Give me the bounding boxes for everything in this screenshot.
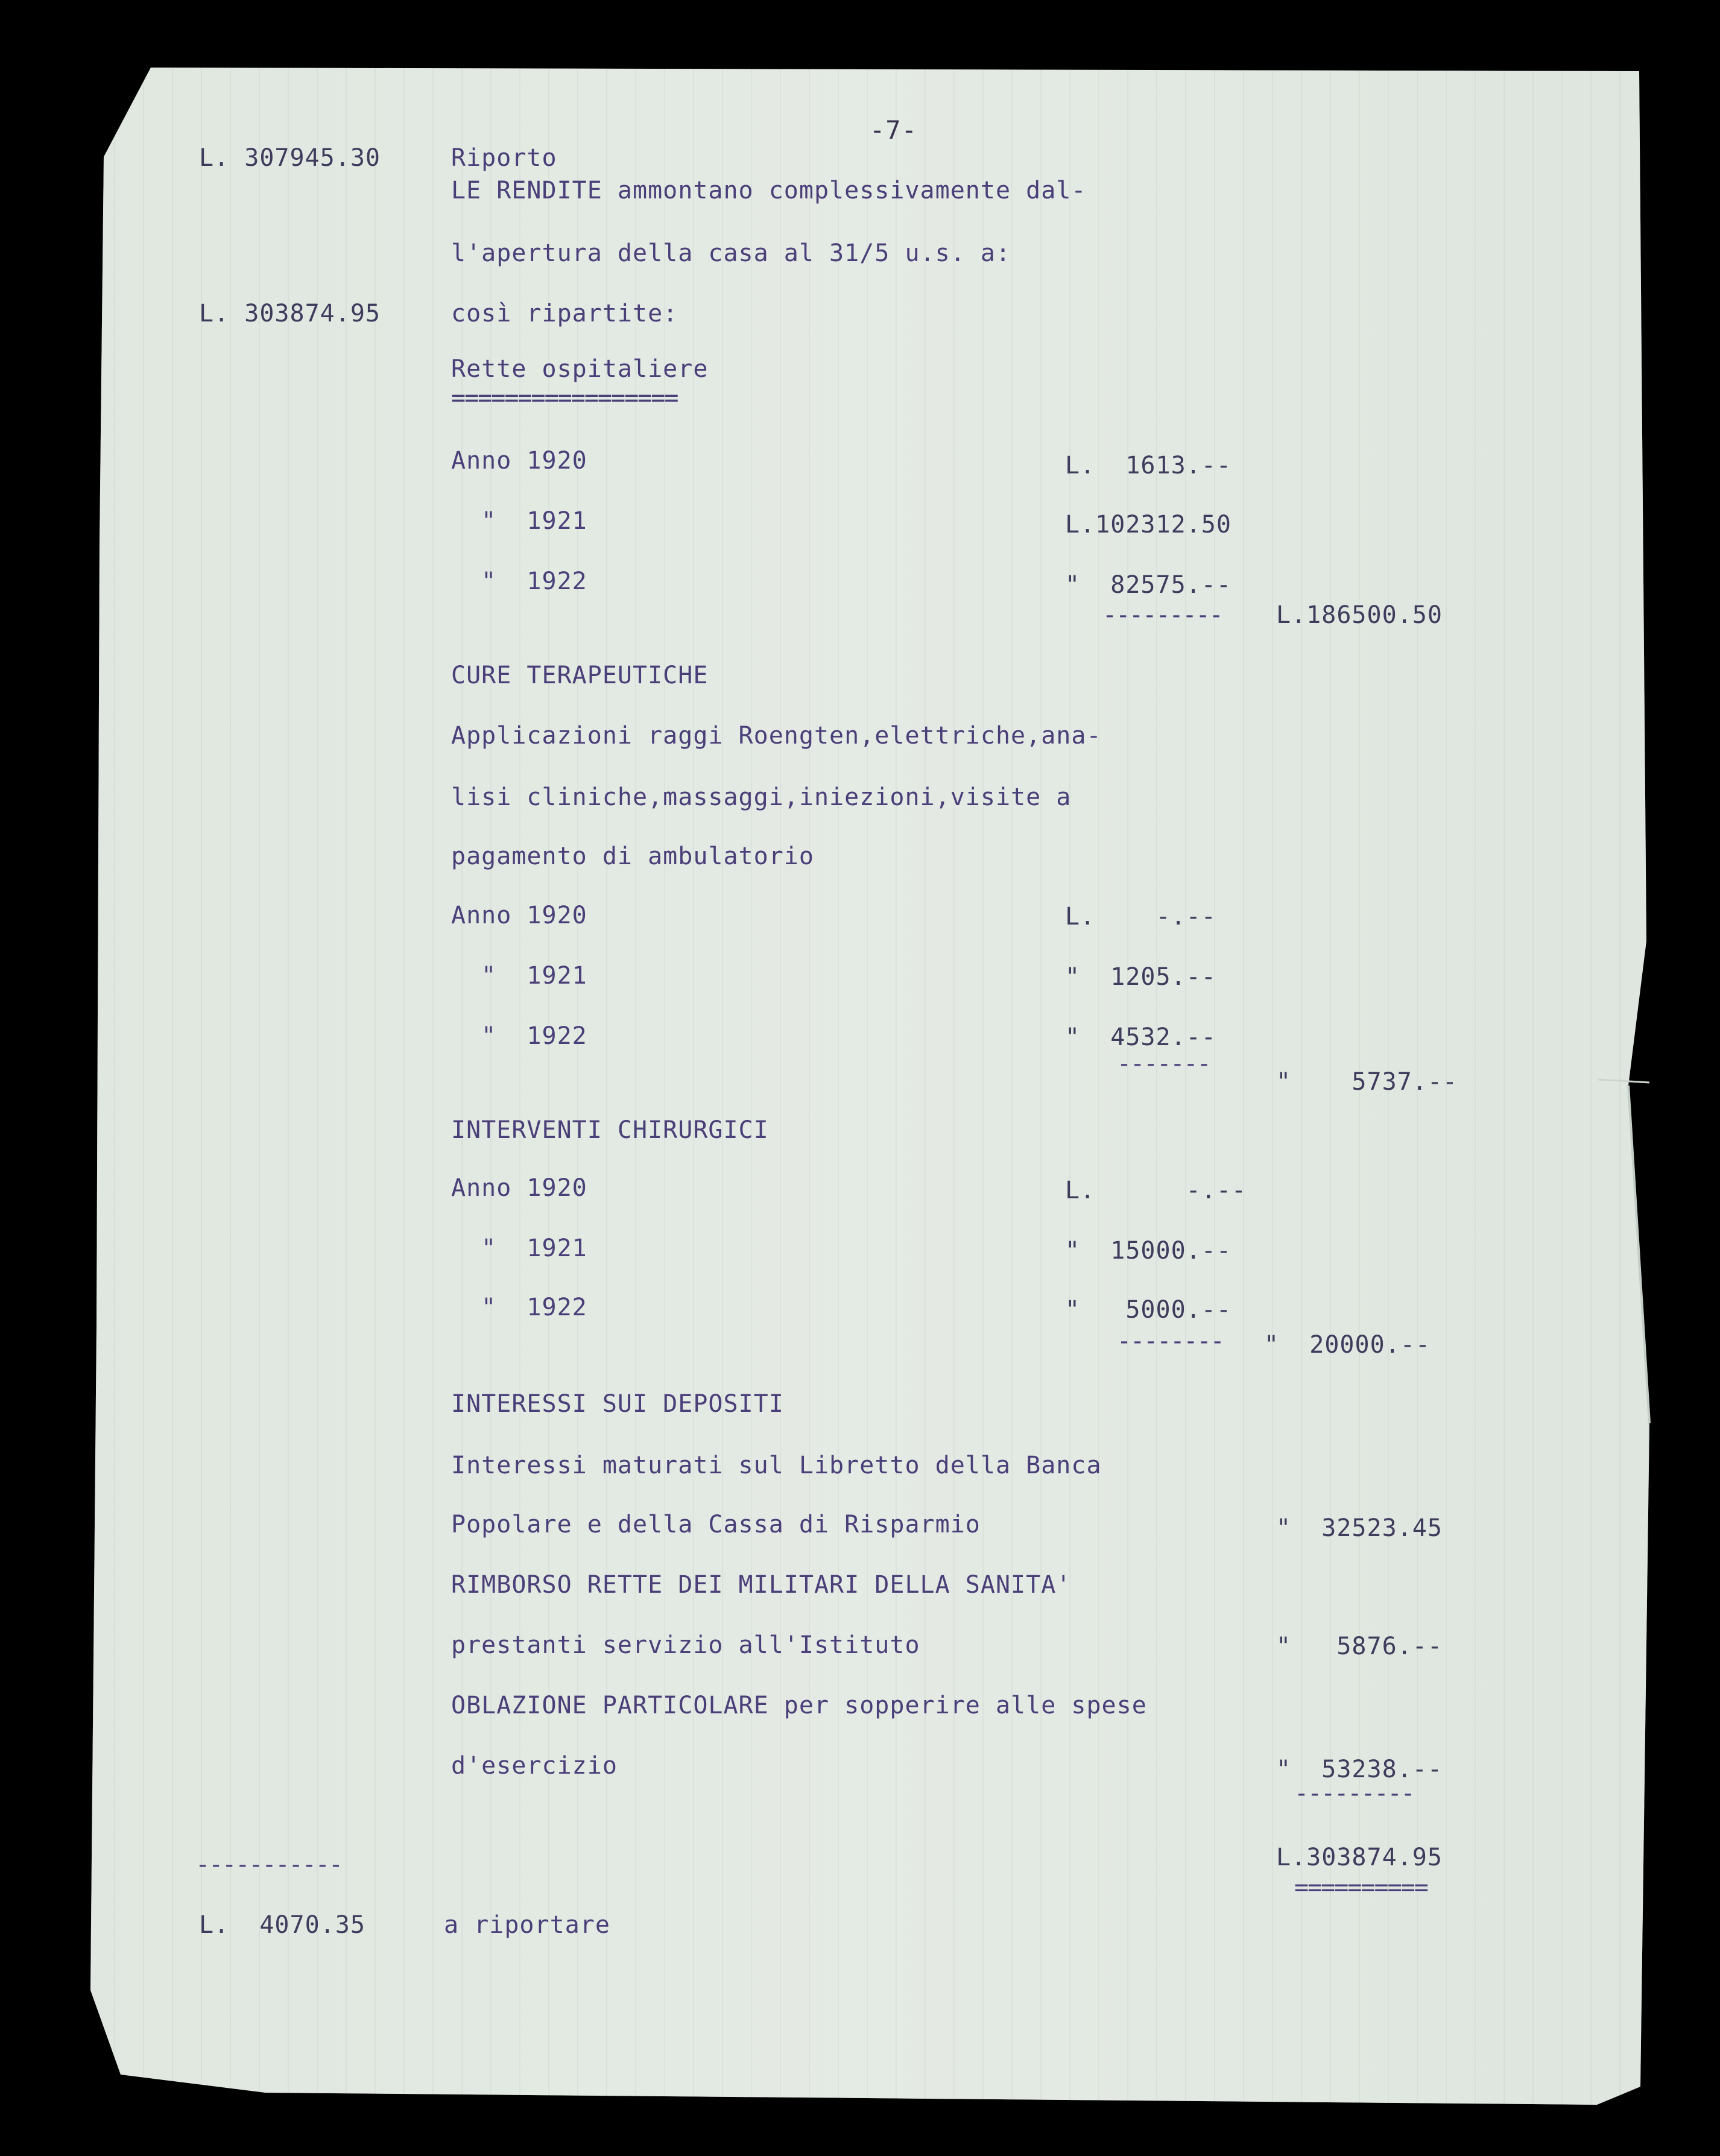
section-rette-title: Rette ospitaliere xyxy=(451,355,709,383)
left-total-rule: ----------- xyxy=(195,1851,342,1879)
grand-total: L.303874.95 xyxy=(1276,1844,1443,1871)
carried-in-amount: L. 307945.30 xyxy=(199,144,381,172)
grand-total-underline: ========== xyxy=(1294,1874,1428,1902)
rette-row-amount: " 82575.-- xyxy=(1065,571,1232,599)
interventi-row-year: Anno 1920 xyxy=(451,1174,587,1202)
cure-desc-3: pagamento di ambulatorio xyxy=(451,842,814,870)
interventi-row-amount: " 15000.-- xyxy=(1065,1237,1232,1265)
interessi-amount: " 32523.45 xyxy=(1276,1514,1443,1542)
section-rette-underline: ================= xyxy=(451,384,678,412)
rette-row-year: " 1921 xyxy=(451,507,587,535)
oblazione-amount: " 53238.-- xyxy=(1276,1756,1443,1783)
cure-total: " 5737.-- xyxy=(1276,1068,1458,1096)
interventi-row-year: " 1921 xyxy=(451,1234,587,1262)
oblazione-desc: d'esercizio xyxy=(451,1752,618,1780)
rimborso-amount: " 5876.-- xyxy=(1276,1633,1443,1660)
header-line-1: LE RENDITE ammontano complessivamente dal- xyxy=(451,177,1087,204)
page-number: -7- xyxy=(870,115,917,145)
cure-desc-1: Applicazioni raggi Roengten,elettriche,ana- xyxy=(451,722,1102,750)
cure-row-amount: " 1205.-- xyxy=(1065,963,1216,991)
interventi-subtotal-rule: -------- xyxy=(1117,1327,1224,1355)
oblazione-rule: --------- xyxy=(1294,1780,1414,1807)
section-oblazione-title: OBLAZIONE PARTICOLARE per sopperire alle spese xyxy=(451,1692,1147,1719)
cure-row-amount: " 4532.-- xyxy=(1065,1023,1216,1051)
cure-row-year: " 1921 xyxy=(451,962,587,990)
interventi-row-amount: " 5000.-- xyxy=(1065,1296,1232,1324)
interventi-row-year: " 1922 xyxy=(451,1294,587,1321)
cure-row-year: Anno 1920 xyxy=(451,902,587,929)
interessi-desc-2: Popolare e della Cassa di Risparmio xyxy=(451,1511,981,1538)
header-line-2: l'apertura della casa al 31/5 u.s. a: xyxy=(451,239,1011,267)
interessi-desc-1: Interessi maturati sul Libretto della Banca xyxy=(451,1452,1102,1479)
rette-total: L.186500.50 xyxy=(1276,601,1443,629)
section-interventi-title: INTERVENTI CHIRURGICI xyxy=(451,1116,769,1144)
rette-row-amount: L. 1613.-- xyxy=(1065,452,1232,479)
interventi-row-amount: L. -.-- xyxy=(1065,1177,1247,1204)
rimborso-desc: prestanti servizio all'Istituto xyxy=(451,1631,920,1659)
rette-subtotal-rule: --------- xyxy=(1102,601,1222,629)
a-riportare-label: a riportare xyxy=(444,1911,610,1939)
cure-row-amount: L. -.-- xyxy=(1065,903,1216,931)
carry-out-amount: L. 4070.35 xyxy=(199,1911,365,1939)
rette-row-year: Anno 1920 xyxy=(451,447,587,475)
cure-desc-2: lisi cliniche,massaggi,iniezioni,visite a xyxy=(451,783,1072,811)
section-rimborso-title: RIMBORSO RETTE DEI MILITARI DELLA SANITA' xyxy=(451,1571,1072,1599)
cure-subtotal-rule: ------- xyxy=(1117,1050,1210,1078)
rette-row-year: " 1922 xyxy=(451,567,587,595)
interventi-total: " 20000.-- xyxy=(1264,1331,1431,1359)
section-cure-title: CURE TERAPEUTICHE xyxy=(451,662,709,689)
header-line-3: così ripartite: xyxy=(451,300,678,327)
riporto-label: Riporto xyxy=(451,144,557,172)
section-interessi-title: INTERESSI SUI DEPOSITI xyxy=(451,1390,784,1418)
rette-row-amount: L.102312.50 xyxy=(1065,511,1232,539)
total-left-amount: L. 303874.95 xyxy=(199,300,381,327)
cure-row-year: " 1922 xyxy=(451,1022,587,1050)
